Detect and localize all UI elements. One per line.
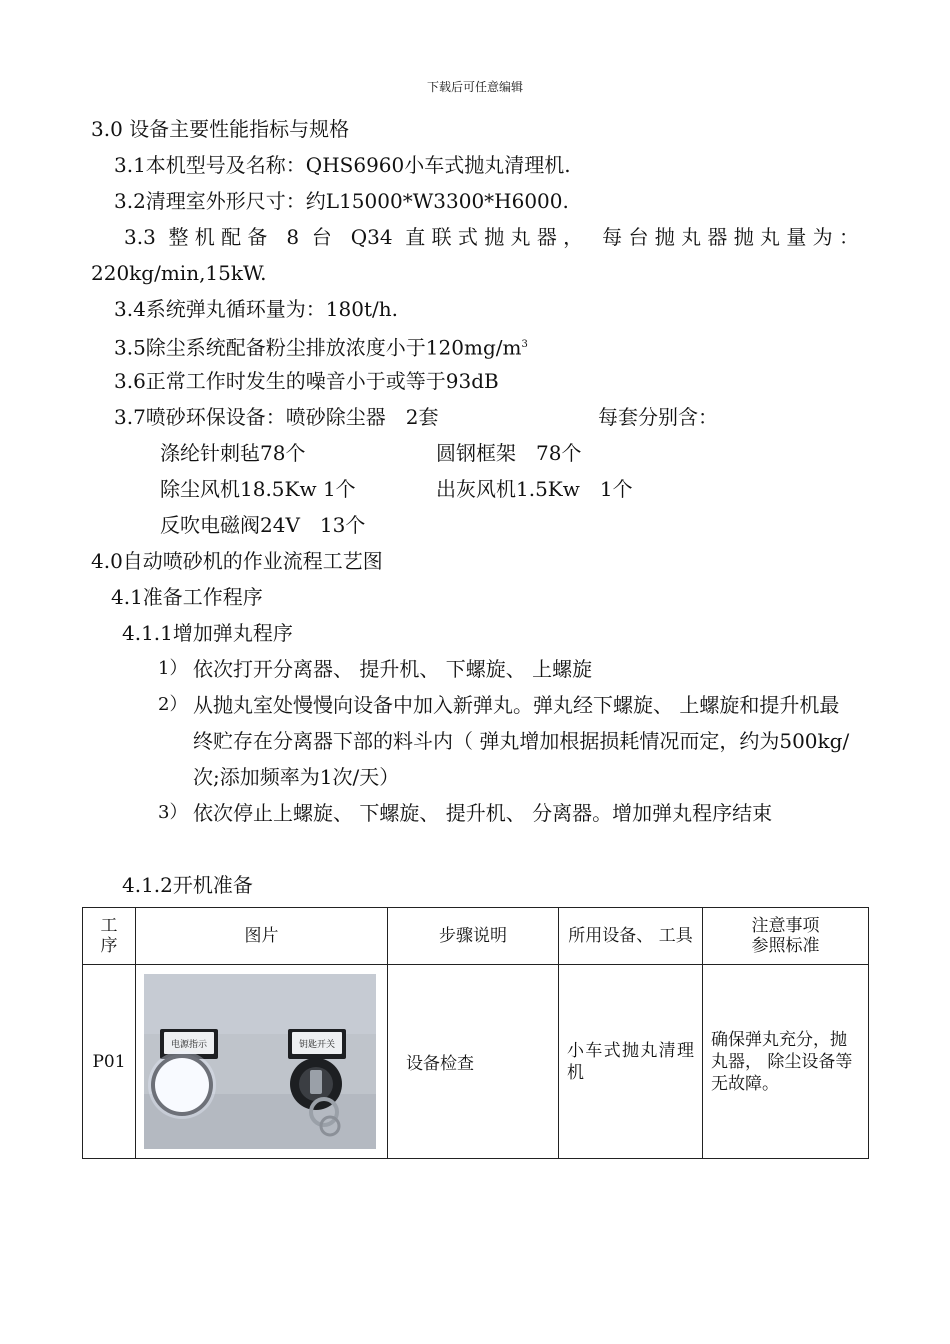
section-3-2: 3.2清理室外形尺寸：约L15000*W3300*H6000. — [114, 189, 569, 213]
page-header-note: 下载后可任意编辑 — [426, 80, 523, 94]
equipment-frame: 圆钢框架 78个 — [436, 441, 582, 465]
row-notes: 确保弹丸充分，抛丸器， 除尘设备等无故障。 — [703, 965, 869, 1159]
row-code: P01 — [83, 965, 136, 1159]
step-2-number: 2） — [158, 694, 188, 715]
section-4-1: 4.1准备工作程序 — [111, 585, 263, 609]
header-step: 步骤说明 — [388, 908, 559, 965]
section-4-1-1: 4.1.1增加弹丸程序 — [122, 621, 293, 645]
section-3-5-text: 3.5除尘系统配备粉尘排放浓度小于120mg/m — [114, 335, 522, 360]
equipment-felt: 涤纶针刺毡78个 — [160, 441, 306, 465]
header-tools: 所用设备、 工具 — [559, 908, 703, 965]
section-4-0-heading: 4.0自动喷砂机的作业流程工艺图 — [91, 549, 383, 573]
header-image: 图片 — [136, 908, 388, 965]
section-3-3-line1: 3.3 整机配备 8 台 Q34 直联式抛丸器， 每台抛丸器抛丸量为： — [124, 225, 859, 249]
equipment-solenoid-valve: 反吹电磁阀24V 13个 — [160, 513, 366, 537]
section-3-5-superscript: 3 — [521, 339, 528, 350]
lamp-label-text: 电源指示 — [170, 1040, 208, 1050]
process-table — [82, 907, 869, 1159]
section-3-7: 3.7喷砂环保设备：喷砂除尘器 2套 — [114, 405, 439, 429]
equipment-ash-fan: 出灰风机1.5Kw 1个 — [436, 477, 633, 501]
step-3-text: 依次停止上螺旋、 下螺旋、 提升机、 分离器。增加弹丸程序结束 — [193, 801, 773, 825]
table-header-row — [83, 908, 869, 965]
row-photo-cell — [136, 965, 388, 1159]
section-3-1: 3.1本机型号及名称：QHS6960小车式抛丸清理机. — [114, 153, 571, 177]
section-3-3-line2: 220kg/min,15kW. — [91, 261, 267, 285]
step-2-text: 从抛丸室处慢慢向设备中加入新弹丸。弹丸经下螺旋、 上螺旋和提升机最终贮存在分离器下部的料斗内（ 弹丸增加根据损耗情况而定，约为500kg/次;添加频率为1次/天） — [193, 693, 850, 789]
section-3-4: 3.4系统弹丸循环量为：180t/h. — [114, 297, 398, 321]
section-3-7-contains: 每套分别含： — [598, 405, 718, 429]
row-tools: 小车式抛丸清理机 — [559, 965, 703, 1159]
header-notes: 注意事项 参照标准 — [703, 908, 869, 965]
section-4-1-2: 4.1.2开机准备 — [122, 873, 253, 897]
section-3-6: 3.6正常工作时发生的噪音小于或等于93dB — [114, 369, 499, 393]
table-row — [83, 965, 869, 1159]
step-3-number: 3） — [158, 802, 188, 823]
header-code: 工 序 — [83, 908, 136, 965]
section-3-5 — [114, 331, 528, 362]
control-panel-photo — [144, 974, 376, 1149]
row-step: 设备检查 — [388, 965, 559, 1159]
equipment-dust-fan: 除尘风机18.5Kw 1个 — [160, 477, 356, 501]
key-icon — [310, 1070, 322, 1094]
step-1-text: 依次打开分离器、 提升机、 下螺旋、 上螺旋 — [193, 657, 593, 681]
section-3-0-heading: 3.0 设备主要性能指标与规格 — [91, 117, 350, 141]
step-1-number: 1） — [158, 658, 188, 679]
key-label-text: 钥匙开关 — [298, 1040, 336, 1050]
